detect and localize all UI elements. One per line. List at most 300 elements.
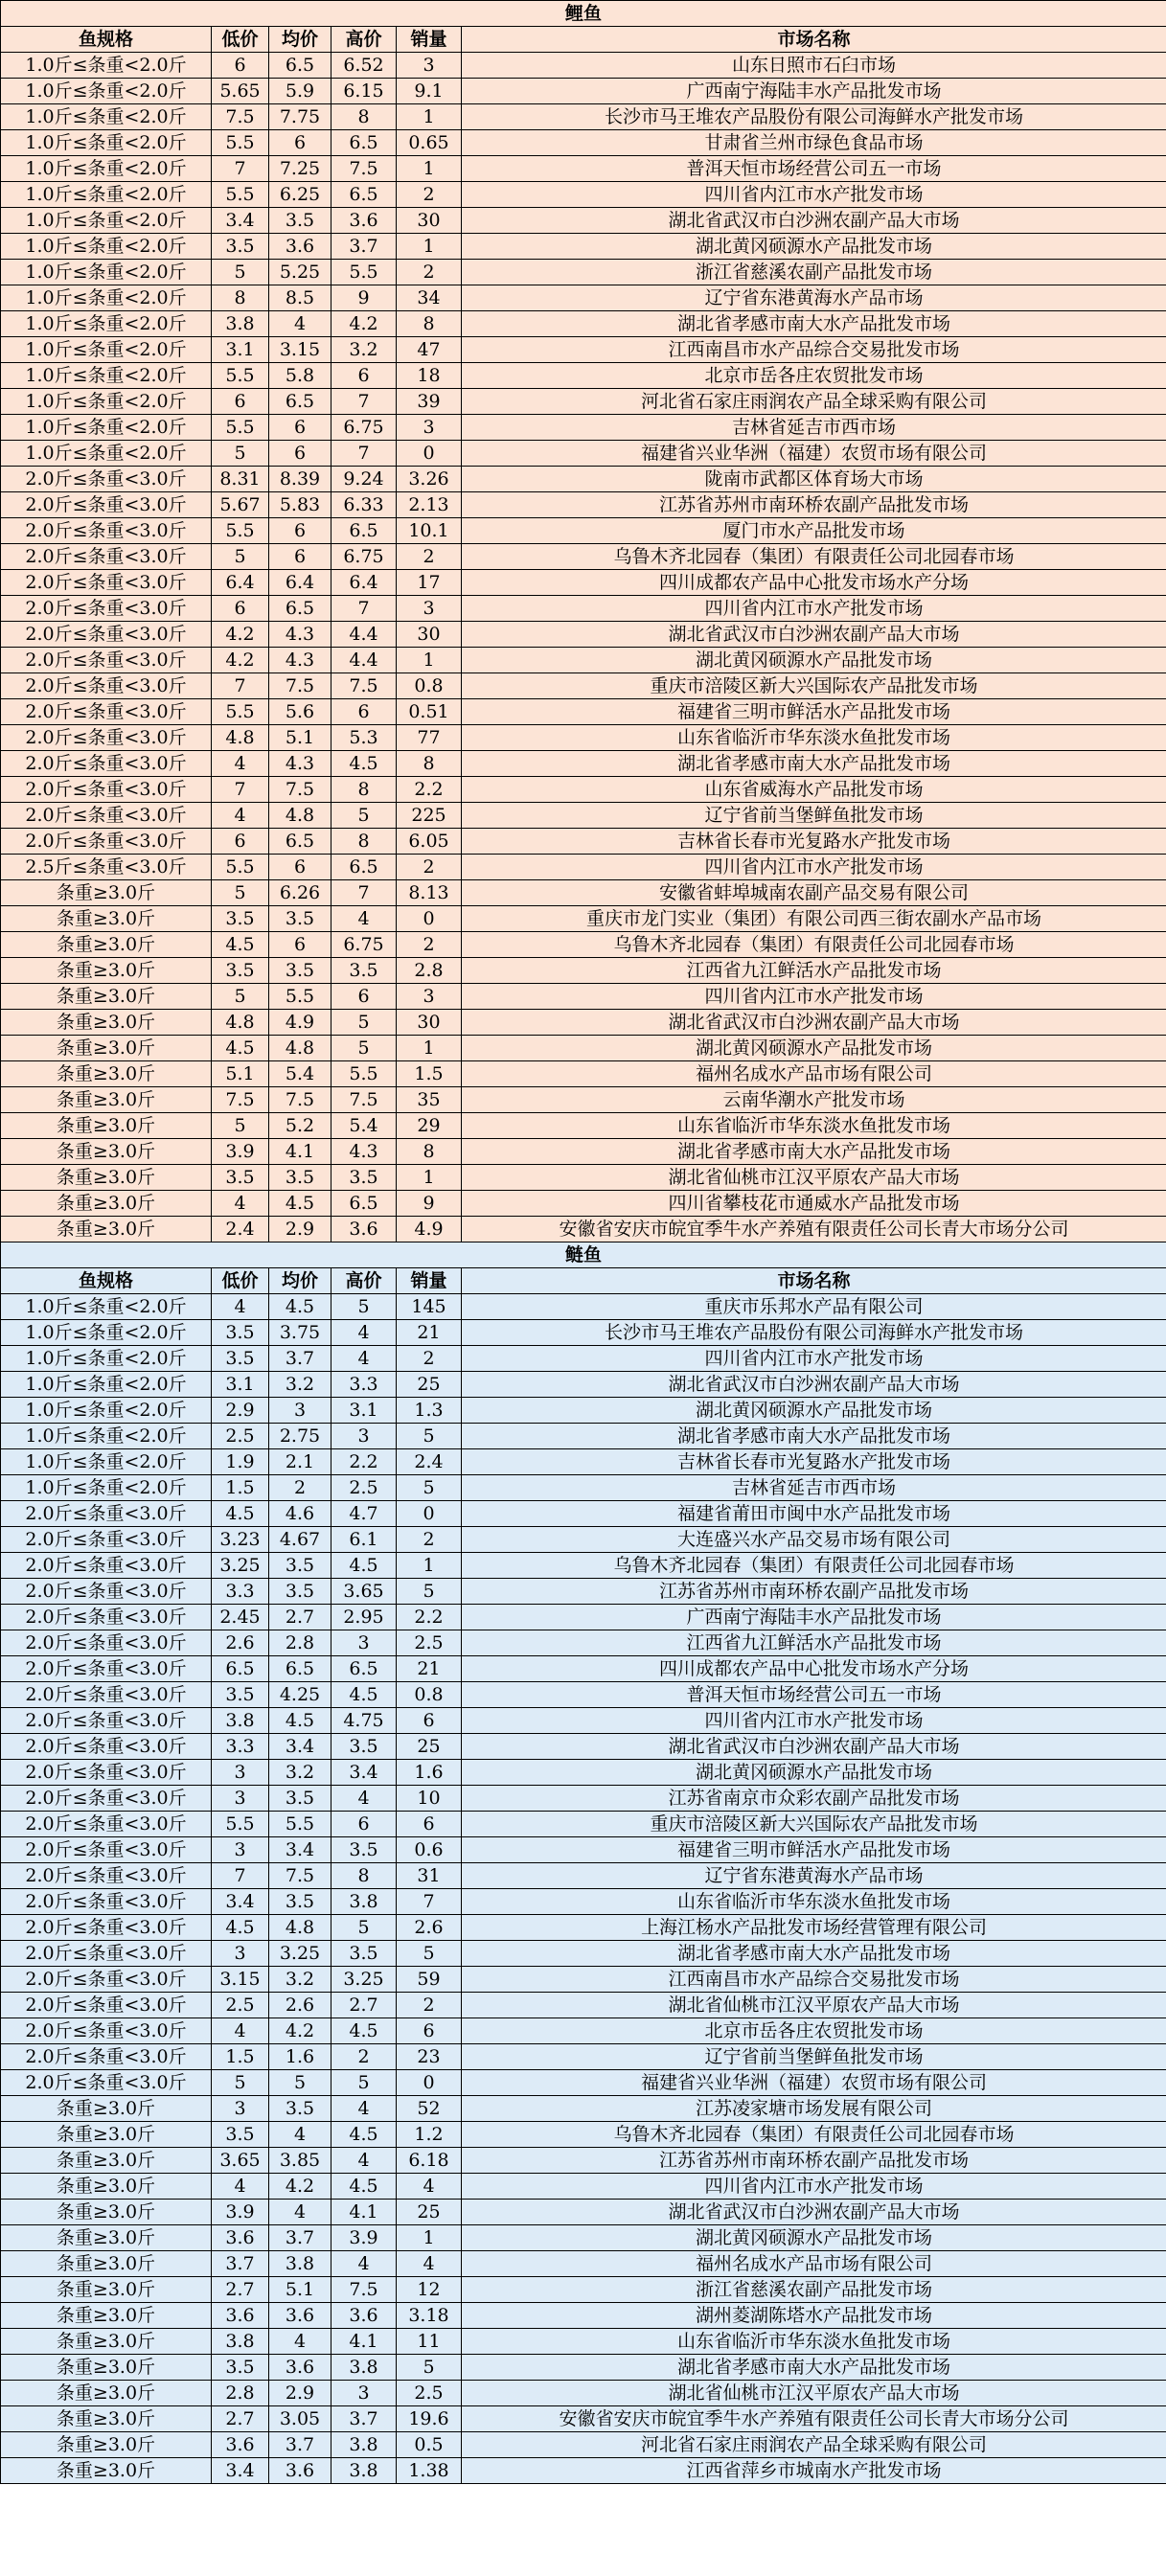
cell-market-name: 江苏省苏州市南环桥农副产品批发市场 (462, 492, 1166, 518)
table-row (1, 104, 1166, 130)
cell-market-name: 安徽省蚌埠城南农副产品交易有限公司 (462, 880, 1166, 906)
cell-high-price: 3 (332, 1424, 397, 1449)
cell-low-price: 2.7 (212, 2277, 269, 2303)
cell-spec: 条重≥3.0斤 (1, 2122, 212, 2148)
table-row (1, 415, 1166, 441)
cell-high-price: 3.5 (332, 958, 397, 984)
cell-avg-price: 5.9 (269, 79, 332, 104)
cell-avg-price: 6.5 (269, 829, 332, 855)
section-title-row (1, 1242, 1166, 1268)
table-row (1, 1656, 1166, 1682)
cell-volume: 6 (397, 1708, 462, 1734)
cell-volume: 2.2 (397, 777, 462, 803)
cell-market-name: 北京市岳各庄农贸批发市场 (462, 363, 1166, 389)
cell-avg-price: 3.4 (269, 1837, 332, 1863)
cell-spec: 条重≥3.0斤 (1, 2406, 212, 2432)
cell-volume: 1 (397, 1036, 462, 1061)
cell-market-name: 辽宁省东港黄海水产品市场 (462, 285, 1166, 311)
cell-avg-price: 7.75 (269, 104, 332, 130)
cell-volume: 0.8 (397, 1682, 462, 1708)
cell-market-name: 四川省攀枝花市通威水产品批发市场 (462, 1191, 1166, 1217)
cell-avg-price: 3.7 (269, 2225, 332, 2251)
cell-avg-price: 6.25 (269, 182, 332, 208)
cell-market-name: 山东省临沂市华东淡水鱼批发市场 (462, 1113, 1166, 1139)
cell-spec: 2.0斤≤条重<3.0斤 (1, 803, 212, 829)
cell-avg-price: 3.85 (269, 2148, 332, 2174)
cell-high-price: 5 (332, 1294, 397, 1320)
cell-avg-price: 3 (269, 1398, 332, 1424)
cell-high-price: 4 (332, 906, 397, 932)
cell-market-name: 四川省内江市水产批发市场 (462, 182, 1166, 208)
cell-volume: 23 (397, 2044, 462, 2070)
cell-low-price: 5 (212, 880, 269, 906)
cell-avg-price: 3.6 (269, 2355, 332, 2381)
cell-high-price: 4.75 (332, 1708, 397, 1734)
cell-spec: 条重≥3.0斤 (1, 2200, 212, 2225)
cell-market-name: 湖北黄冈硕源水产品批发市场 (462, 1760, 1166, 1786)
cell-spec: 条重≥3.0斤 (1, 2432, 212, 2458)
cell-spec: 2.0斤≤条重<3.0斤 (1, 2044, 212, 2070)
cell-market-name: 辽宁省前当堡鲜鱼批发市场 (462, 2044, 1166, 2070)
cell-market-name: 吉林省延吉市西市场 (462, 1475, 1166, 1501)
cell-volume: 8 (397, 311, 462, 337)
cell-high-price: 5 (332, 803, 397, 829)
cell-market-name: 长沙市马王堆农产品股份有限公司海鲜水产批发市场 (462, 1320, 1166, 1346)
cell-high-price: 4.1 (332, 2200, 397, 2225)
table-row (1, 518, 1166, 544)
cell-spec: 2.0斤≤条重<3.0斤 (1, 518, 212, 544)
cell-spec: 2.0斤≤条重<3.0斤 (1, 1734, 212, 1760)
cell-spec: 1.0斤≤条重<2.0斤 (1, 441, 212, 467)
table-row (1, 1760, 1166, 1786)
table-row (1, 2122, 1166, 2148)
cell-volume: 21 (397, 1656, 462, 1682)
cell-avg-price: 4.5 (269, 1294, 332, 1320)
cell-high-price: 3.6 (332, 1217, 397, 1242)
cell-spec: 1.0斤≤条重<2.0斤 (1, 130, 212, 156)
cell-low-price: 2.6 (212, 1630, 269, 1656)
cell-low-price: 3 (212, 1760, 269, 1786)
cell-spec: 1.0斤≤条重<2.0斤 (1, 79, 212, 104)
cell-market-name: 山东省临沂市华东淡水鱼批发市场 (462, 725, 1166, 751)
cell-market-name: 湖北黄冈硕源水产品批发市场 (462, 2225, 1166, 2251)
cell-volume: 1.38 (397, 2458, 462, 2484)
cell-avg-price: 4.3 (269, 648, 332, 673)
cell-spec: 2.0斤≤条重<3.0斤 (1, 1527, 212, 1553)
cell-market-name: 湖州菱湖陈塔水产品批发市场 (462, 2303, 1166, 2329)
cell-market-name: 江苏省苏州市南环桥农副产品批发市场 (462, 1579, 1166, 1605)
cell-avg-price: 3.5 (269, 958, 332, 984)
cell-avg-price: 3.8 (269, 2251, 332, 2277)
cell-market-name: 重庆市龙门实业（集团）有限公司西三街农副水产品市场 (462, 906, 1166, 932)
cell-high-price: 5 (332, 1915, 397, 1941)
cell-market-name: 湖北省孝感市南大水产品批发市场 (462, 1139, 1166, 1165)
cell-low-price: 5 (212, 984, 269, 1010)
cell-avg-price: 6 (269, 932, 332, 958)
header-market-name: 市场名称 (462, 1268, 1166, 1294)
table-row (1, 1165, 1166, 1191)
cell-spec: 2.5斤≤条重<3.0斤 (1, 855, 212, 880)
cell-avg-price: 5.5 (269, 984, 332, 1010)
cell-spec: 2.0斤≤条重<3.0斤 (1, 622, 212, 648)
cell-high-price: 4.4 (332, 622, 397, 648)
cell-volume: 1.3 (397, 1398, 462, 1424)
cell-high-price: 2.2 (332, 1449, 397, 1475)
cell-market-name: 甘肃省兰州市绿色食品市场 (462, 130, 1166, 156)
cell-spec: 2.0斤≤条重<3.0斤 (1, 570, 212, 596)
cell-avg-price: 3.6 (269, 2303, 332, 2329)
cell-low-price: 6 (212, 596, 269, 622)
cell-low-price: 3.4 (212, 208, 269, 234)
table-row (1, 2458, 1166, 2484)
cell-spec: 2.0斤≤条重<3.0斤 (1, 1915, 212, 1941)
table-row (1, 2225, 1166, 2251)
cell-avg-price: 6.5 (269, 53, 332, 79)
cell-market-name: 吉林省延吉市西市场 (462, 415, 1166, 441)
cell-high-price: 8 (332, 829, 397, 855)
table-row (1, 79, 1166, 104)
cell-volume: 6 (397, 2018, 462, 2044)
cell-spec: 1.0斤≤条重<2.0斤 (1, 1449, 212, 1475)
table-row (1, 285, 1166, 311)
cell-market-name: 广西南宁海陆丰水产品批发市场 (462, 1605, 1166, 1630)
cell-market-name: 辽宁省前当堡鲜鱼批发市场 (462, 803, 1166, 829)
cell-low-price: 6 (212, 53, 269, 79)
cell-volume: 25 (397, 1372, 462, 1398)
cell-low-price: 3.15 (212, 1967, 269, 1993)
cell-volume: 29 (397, 1113, 462, 1139)
cell-market-name: 北京市岳各庄农贸批发市场 (462, 2018, 1166, 2044)
cell-volume: 4 (397, 2174, 462, 2200)
table-row (1, 906, 1166, 932)
cell-spec: 条重≥3.0斤 (1, 1036, 212, 1061)
cell-volume: 4.9 (397, 1217, 462, 1242)
cell-high-price: 6 (332, 363, 397, 389)
cell-low-price: 4.5 (212, 1036, 269, 1061)
cell-avg-price: 2.9 (269, 1217, 332, 1242)
cell-high-price: 4 (332, 1346, 397, 1372)
cell-low-price: 3 (212, 2096, 269, 2122)
cell-market-name: 河北省石家庄雨润农产品全球采购有限公司 (462, 2432, 1166, 2458)
cell-volume: 52 (397, 2096, 462, 2122)
cell-spec: 2.0斤≤条重<3.0斤 (1, 1656, 212, 1682)
cell-volume: 0.6 (397, 1837, 462, 1863)
cell-high-price: 7.5 (332, 1087, 397, 1113)
table-row (1, 1579, 1166, 1605)
cell-volume: 2.8 (397, 958, 462, 984)
cell-low-price: 4.8 (212, 1010, 269, 1036)
cell-low-price: 3.6 (212, 2225, 269, 2251)
cell-spec: 条重≥3.0斤 (1, 2355, 212, 2381)
cell-volume: 1 (397, 1553, 462, 1579)
cell-market-name: 福州名成水产品市场有限公司 (462, 2251, 1166, 2277)
cell-high-price: 3.9 (332, 2225, 397, 2251)
cell-low-price: 7 (212, 156, 269, 182)
table-row (1, 2174, 1166, 2200)
cell-high-price: 7.5 (332, 673, 397, 699)
cell-low-price: 1.5 (212, 2044, 269, 2070)
table-row (1, 725, 1166, 751)
cell-high-price: 6.33 (332, 492, 397, 518)
cell-low-price: 4 (212, 2174, 269, 2200)
cell-market-name: 吉林省长春市光复路水产批发市场 (462, 829, 1166, 855)
cell-high-price: 3.5 (332, 1165, 397, 1191)
cell-high-price: 6.5 (332, 130, 397, 156)
section-title: 鲢鱼 (1, 1242, 1166, 1268)
cell-low-price: 2.5 (212, 1424, 269, 1449)
cell-spec: 条重≥3.0斤 (1, 1191, 212, 1217)
cell-market-name: 湖北省孝感市南大水产品批发市场 (462, 2355, 1166, 2381)
cell-volume: 31 (397, 1863, 462, 1889)
cell-volume: 3 (397, 53, 462, 79)
cell-volume: 2.2 (397, 1605, 462, 1630)
cell-volume: 18 (397, 363, 462, 389)
cell-market-name: 福州名成水产品市场有限公司 (462, 1061, 1166, 1087)
cell-high-price: 7.5 (332, 156, 397, 182)
cell-volume: 2 (397, 1993, 462, 2018)
cell-high-price: 3.8 (332, 2458, 397, 2484)
cell-low-price: 4 (212, 803, 269, 829)
cell-low-price: 5 (212, 441, 269, 467)
cell-volume: 19.6 (397, 2406, 462, 2432)
cell-low-price: 5.5 (212, 182, 269, 208)
cell-spec: 条重≥3.0斤 (1, 906, 212, 932)
cell-high-price: 3.25 (332, 1967, 397, 1993)
cell-avg-price: 7.25 (269, 156, 332, 182)
table-row (1, 2432, 1166, 2458)
cell-spec: 条重≥3.0斤 (1, 2174, 212, 2200)
cell-spec: 2.0斤≤条重<3.0斤 (1, 596, 212, 622)
cell-market-name: 乌鲁木齐北园春（集团）有限责任公司北园春市场 (462, 2122, 1166, 2148)
cell-volume: 5 (397, 1579, 462, 1605)
cell-low-price: 6 (212, 389, 269, 415)
table-row (1, 984, 1166, 1010)
cell-market-name: 江西省萍乡市城南水产批发市场 (462, 2458, 1166, 2484)
cell-high-price: 6.5 (332, 182, 397, 208)
cell-avg-price: 3.15 (269, 337, 332, 363)
table-row (1, 1139, 1166, 1165)
cell-high-price: 6.1 (332, 1527, 397, 1553)
cell-low-price: 3.5 (212, 1682, 269, 1708)
table-row (1, 1475, 1166, 1501)
cell-low-price: 1.5 (212, 1475, 269, 1501)
cell-spec: 2.0斤≤条重<3.0斤 (1, 1889, 212, 1915)
cell-market-name: 湖北黄冈硕源水产品批发市场 (462, 1036, 1166, 1061)
table-row (1, 260, 1166, 285)
cell-low-price: 7 (212, 673, 269, 699)
cell-high-price: 3.8 (332, 2355, 397, 2381)
cell-market-name: 湖北省孝感市南大水产品批发市场 (462, 1941, 1166, 1967)
cell-high-price: 2.7 (332, 1993, 397, 2018)
cell-high-price: 5 (332, 2070, 397, 2096)
cell-low-price: 4.8 (212, 725, 269, 751)
cell-avg-price: 4.8 (269, 1915, 332, 1941)
cell-volume: 8 (397, 1139, 462, 1165)
cell-high-price: 2.5 (332, 1475, 397, 1501)
cell-spec: 2.0斤≤条重<3.0斤 (1, 1993, 212, 2018)
cell-spec: 2.0斤≤条重<3.0斤 (1, 751, 212, 777)
table-row (1, 441, 1166, 467)
cell-high-price: 3.8 (332, 2432, 397, 2458)
table-row (1, 467, 1166, 492)
cell-high-price: 5.5 (332, 1061, 397, 1087)
cell-volume: 1 (397, 104, 462, 130)
cell-market-name: 辽宁省东港黄海水产品市场 (462, 1863, 1166, 1889)
cell-market-name: 四川成都农产品中心批发市场水产分场 (462, 570, 1166, 596)
cell-high-price: 8 (332, 1863, 397, 1889)
cell-market-name: 江苏凌家塘市场发展有限公司 (462, 2096, 1166, 2122)
cell-volume: 1 (397, 1165, 462, 1191)
cell-spec: 1.0斤≤条重<2.0斤 (1, 1475, 212, 1501)
cell-market-name: 四川省内江市水产批发市场 (462, 2174, 1166, 2200)
cell-high-price: 7 (332, 389, 397, 415)
cell-low-price: 8.31 (212, 467, 269, 492)
table-row (1, 1553, 1166, 1579)
cell-spec: 2.0斤≤条重<3.0斤 (1, 1967, 212, 1993)
cell-low-price: 2.45 (212, 1605, 269, 1630)
table-row (1, 234, 1166, 260)
header-low-price: 低价 (212, 1268, 269, 1294)
cell-low-price: 3.6 (212, 2432, 269, 2458)
cell-avg-price: 3.5 (269, 1553, 332, 1579)
cell-volume: 1.6 (397, 1760, 462, 1786)
cell-spec: 条重≥3.0斤 (1, 2096, 212, 2122)
cell-avg-price: 5.2 (269, 1113, 332, 1139)
cell-avg-price: 4.6 (269, 1501, 332, 1527)
cell-volume: 17 (397, 570, 462, 596)
cell-market-name: 乌鲁木齐北园春（集团）有限责任公司北园春市场 (462, 1553, 1166, 1579)
cell-volume: 6.05 (397, 829, 462, 855)
cell-spec: 2.0斤≤条重<3.0斤 (1, 2018, 212, 2044)
cell-low-price: 5.5 (212, 699, 269, 725)
cell-avg-price: 4 (269, 311, 332, 337)
column-header-row (1, 1268, 1166, 1294)
cell-low-price: 4 (212, 1191, 269, 1217)
cell-spec: 条重≥3.0斤 (1, 2329, 212, 2355)
cell-market-name: 湖北省武汉市白沙洲农副产品大市场 (462, 1010, 1166, 1036)
cell-market-name: 四川省内江市水产批发市场 (462, 1708, 1166, 1734)
cell-avg-price: 4 (269, 2329, 332, 2355)
cell-low-price: 3.5 (212, 906, 269, 932)
cell-volume: 9.1 (397, 79, 462, 104)
cell-volume: 3 (397, 596, 462, 622)
cell-low-price: 7 (212, 777, 269, 803)
cell-low-price: 5.5 (212, 518, 269, 544)
cell-volume: 6.18 (397, 2148, 462, 2174)
cell-avg-price: 3.2 (269, 1760, 332, 1786)
table-row (1, 2070, 1166, 2096)
cell-avg-price: 4.3 (269, 622, 332, 648)
cell-market-name: 湖北省武汉市白沙洲农副产品大市场 (462, 622, 1166, 648)
cell-avg-price: 3.7 (269, 1346, 332, 1372)
header-avg-price: 均价 (269, 1268, 332, 1294)
cell-low-price: 4.5 (212, 932, 269, 958)
cell-avg-price: 6.26 (269, 880, 332, 906)
cell-high-price: 6 (332, 699, 397, 725)
table-row (1, 1398, 1166, 1424)
cell-high-price: 4.5 (332, 2122, 397, 2148)
cell-market-name: 重庆市乐邦水产品有限公司 (462, 1294, 1166, 1320)
table-row (1, 1010, 1166, 1036)
cell-high-price: 6.4 (332, 570, 397, 596)
cell-spec: 2.0斤≤条重<3.0斤 (1, 1501, 212, 1527)
cell-high-price: 3.5 (332, 1734, 397, 1760)
cell-high-price: 4.5 (332, 2018, 397, 2044)
cell-low-price: 3 (212, 1786, 269, 1812)
table-row (1, 1941, 1166, 1967)
table-row (1, 2277, 1166, 2303)
table-row (1, 570, 1166, 596)
cell-avg-price: 2.75 (269, 1424, 332, 1449)
table-row (1, 1527, 1166, 1553)
table-row (1, 363, 1166, 389)
cell-high-price: 7 (332, 441, 397, 467)
cell-high-price: 3.5 (332, 1837, 397, 1863)
cell-low-price: 4 (212, 751, 269, 777)
cell-market-name: 湖北省孝感市南大水产品批发市场 (462, 311, 1166, 337)
cell-volume: 47 (397, 337, 462, 363)
cell-low-price: 3.3 (212, 1734, 269, 1760)
cell-avg-price: 5.4 (269, 1061, 332, 1087)
cell-high-price: 5 (332, 1010, 397, 1036)
cell-market-name: 长沙市马王堆农产品股份有限公司海鲜水产批发市场 (462, 104, 1166, 130)
cell-avg-price: 4.8 (269, 803, 332, 829)
table-row (1, 544, 1166, 570)
cell-volume: 145 (397, 1294, 462, 1320)
table-row (1, 2251, 1166, 2277)
cell-spec: 条重≥3.0斤 (1, 1217, 212, 1242)
cell-volume: 3 (397, 415, 462, 441)
cell-spec: 条重≥3.0斤 (1, 2277, 212, 2303)
cell-avg-price: 6.4 (269, 570, 332, 596)
cell-low-price: 3.9 (212, 2200, 269, 2225)
cell-volume: 225 (397, 803, 462, 829)
price-table-body (1, 1, 1166, 2484)
cell-spec: 条重≥3.0斤 (1, 2303, 212, 2329)
cell-spec: 1.0斤≤条重<2.0斤 (1, 208, 212, 234)
cell-high-price: 3.7 (332, 2406, 397, 2432)
cell-market-name: 湖北省仙桃市江汉平原农产品大市场 (462, 1165, 1166, 1191)
cell-high-price: 9.24 (332, 467, 397, 492)
cell-high-price: 6.5 (332, 518, 397, 544)
cell-market-name: 江西南昌市水产品综合交易批发市场 (462, 1967, 1166, 1993)
cell-high-price: 3.4 (332, 1760, 397, 1786)
cell-volume: 1 (397, 234, 462, 260)
cell-avg-price: 5 (269, 2070, 332, 2096)
cell-market-name: 重庆市涪陵区新大兴国际农产品批发市场 (462, 673, 1166, 699)
cell-low-price: 5.67 (212, 492, 269, 518)
cell-volume: 30 (397, 1010, 462, 1036)
cell-volume: 2 (397, 855, 462, 880)
cell-volume: 2.4 (397, 1449, 462, 1475)
cell-volume: 59 (397, 1967, 462, 1993)
cell-volume: 2.5 (397, 2381, 462, 2406)
cell-avg-price: 3.2 (269, 1967, 332, 1993)
table-row (1, 1501, 1166, 1527)
table-row (1, 156, 1166, 182)
cell-high-price: 4 (332, 2148, 397, 2174)
cell-volume: 0.51 (397, 699, 462, 725)
cell-spec: 1.0斤≤条重<2.0斤 (1, 1372, 212, 1398)
cell-low-price: 6.4 (212, 570, 269, 596)
cell-low-price: 3.4 (212, 2458, 269, 2484)
table-row (1, 1682, 1166, 1708)
cell-low-price: 2.7 (212, 2406, 269, 2432)
cell-low-price: 5.5 (212, 415, 269, 441)
table-row (1, 1812, 1166, 1837)
cell-spec: 条重≥3.0斤 (1, 1061, 212, 1087)
cell-volume: 10 (397, 1786, 462, 1812)
